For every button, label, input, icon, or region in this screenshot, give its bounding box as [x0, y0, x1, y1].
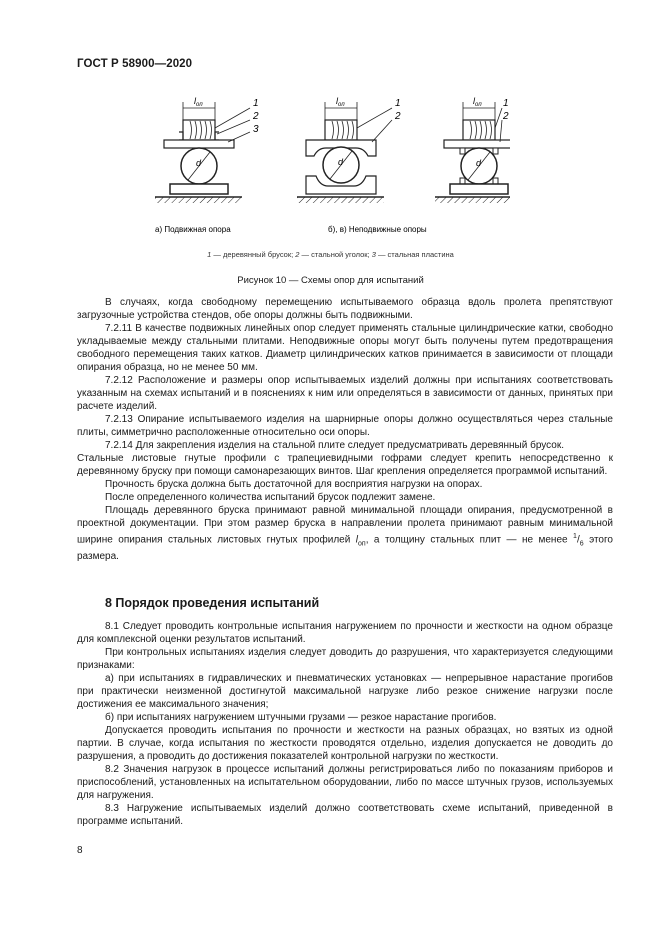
paragraph: 8.2 Значения нагрузок в процессе испытаний должны регистрироваться либо по показаниям приборов и приспособлений, установленных на испытательном оборудовании, либо по массе штучных грузов, используемых для нагружения.	[77, 764, 613, 801]
figure-caption: Рисунок 10 — Схемы опор для испытаний	[237, 275, 424, 286]
svg-text:2: 2	[395, 111, 401, 122]
svg-text:lоп: $l_{оп}$	[473, 96, 482, 108]
paragraph: После определенного количества испытаний брусок подлежит замене.	[105, 492, 436, 503]
scheme-b-fixed-support	[297, 96, 401, 203]
svg-text:d: d	[476, 158, 482, 168]
figure-legend: 1 — деревянный брусок; 2 — стальной уголок; 3 — стальная пластина	[207, 250, 454, 259]
paragraph: 8.1 Следует проводить контрольные испытания нагружением по прочности и жесткости на одном образце для комплексной оценки результатов испытаний.	[77, 621, 613, 645]
paragraph: В случаях, когда свободному перемещению испытываемого образца вдоль пролета препятствуют загрузочные устройства стендов, обе опоры должны быть подвижными.	[77, 297, 613, 321]
paragraph-bar-size: Площадь деревянного бруска принимают равной минимальной площади опирания, предусмотренной в проектной документации. При этом размер бруска в направлении пролета принимают равным минимальной ширине опирания стальных листовых гнутых профилей $l_{оп}$, а толщину стальных плит — не менее $^1/_6$ этого размера.	[77, 505, 613, 563]
svg-text:3: 3	[253, 124, 259, 135]
paragraph: При контрольных испытаниях изделия следует доводить до разрушения, что характеризуется следующими признаками:	[77, 647, 613, 671]
paragraph: Прочность бруска должна быть достаточной для восприятия нагрузки на опорах.	[105, 479, 483, 490]
paragraph: Допускается проводить испытания по прочности и жесткости на разных образцах, но взятых из одной партии. В случае, когда испытания по жесткости проводятся отдельно, изделия допускается не доводить до разрушения, а проводить до достижения показателей контрольной нагрузки по жесткости.	[77, 725, 613, 762]
svg-text:1: 1	[503, 98, 509, 109]
section-8-heading: 8 Порядок проведения испытаний	[105, 596, 320, 610]
label-a: а) Подвижная опора	[155, 225, 231, 234]
page-number: 8	[77, 845, 83, 856]
document-header: ГОСТ Р 58900—2020	[77, 58, 193, 70]
paragraph: Стальные листовые гнутые профили с трапециевидными гофрами следует крепить непосредственно к деревянному бруску при помощи самонарезающих винтов. Шаг крепления определяется программой испытаний.	[77, 453, 613, 477]
paragraph: 7.2.13 Опирание испытываемого изделия на шарнирные опоры должно осуществляться через стальные плиты, симметрично расположенные относительно оси опоры.	[77, 414, 613, 438]
paragraph: а) при испытаниях в гидравлических и пневматических установках — непрерывное нарастание прогибов при практически неизменной достигнутой максимальной нагрузке либо резкое снижение нагрузки после достижения ее максимального значения;	[77, 673, 613, 710]
svg-text:2: 2	[253, 111, 259, 122]
svg-text:1: 1	[253, 98, 259, 109]
paragraph: 7.2.11 В качестве подвижных линейных опор следует применять стальные цилиндрические катки, свободно укладываемые между стальными плитами. Неподвижные опоры могут быть получены путем предотвращения свободного перемещения таких катков. Диаметр цилиндрических катков принимается в зависимости от площади опирания образца, но не менее 50 мм.	[77, 323, 613, 373]
paragraph: 7.2.12 Расположение и размеры опор испытываемых изделий должны при испытаниях соответствовать указанным на схемах испытаний и в пояснениях к ним или определяться в зависимости от данных, принятых при расчете изделий.	[77, 375, 613, 412]
svg-text:1: 1	[395, 98, 401, 109]
paragraph: б) при испытаниях нагружением штучными грузами — резкое нарастание прогибов.	[105, 712, 497, 723]
svg-text:lоп: $l_{оп}$	[194, 96, 203, 108]
svg-text:lоп: $l_{оп}$	[336, 96, 345, 108]
scheme-c-fixed-support	[435, 96, 510, 203]
paragraph: 7.2.14 Для закрепления изделия на стальной плите следует предусматривать деревянный брусок.	[105, 440, 565, 451]
body-section-8	[77, 620, 613, 828]
svg-text:d: d	[196, 158, 202, 168]
body-section-7	[77, 296, 613, 563]
scheme-a-movable-support	[155, 96, 259, 203]
support-schemes-figure	[150, 90, 510, 260]
label-b: б), в) Неподвижные опоры	[328, 225, 427, 234]
svg-text:d: d	[338, 157, 344, 167]
paragraph: 8.3 Нагружение испытываемых изделий должно соответствовать схеме испытаний, приведенной в программе испытаний.	[77, 803, 613, 827]
svg-text:2: 2	[503, 111, 509, 122]
